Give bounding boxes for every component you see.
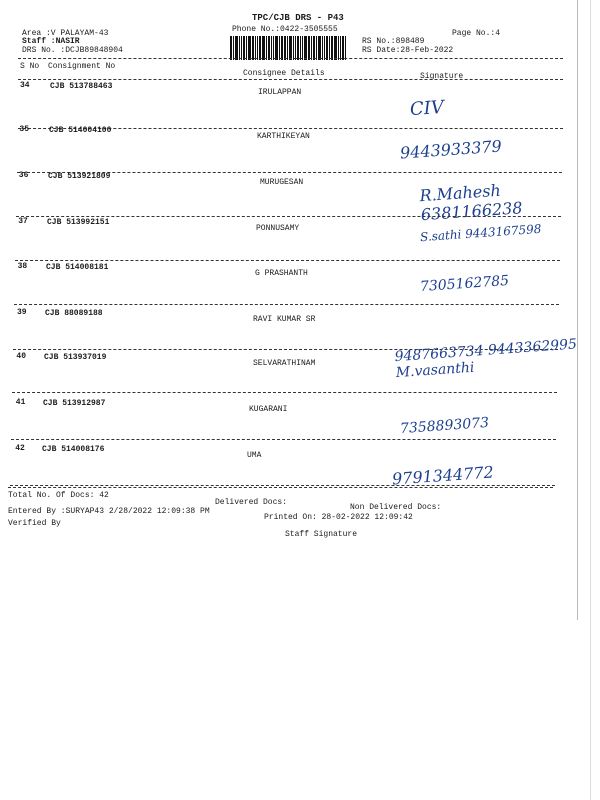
barcode-bar [241,36,242,60]
barcode-bar [279,36,280,60]
barcode-bar [300,36,301,60]
row-consignment-no: CJB 513937019 [44,353,107,362]
barcode-bar [271,36,272,60]
row-handwritten-signature: S.sathi 9443167598 [419,221,542,245]
barcode-bar [259,36,261,60]
row-handwritten-signature: CIV [409,96,445,121]
col-consignee: Consignee Details [243,69,325,78]
scan-edge [590,0,591,800]
row-divider [15,260,560,261]
barcode-bar [342,36,344,60]
barcode-bar [233,36,234,60]
barcode-bar [304,36,307,60]
row-handwritten-signature: 9487663734 9443362995 M.vasanthi [394,336,578,382]
drs-title: TPC/CJB DRS - P43 [252,13,344,23]
barcode-bar [313,36,315,60]
row-consignment-no: CJB 88089188 [45,309,103,318]
total-docs: Total No. Of Docs: 42 [8,491,109,500]
barcode-bar [281,36,283,60]
entered-by: Entered By :SURYAP43 2/28/2022 12:09:38 PM [8,507,210,516]
barcode-bar [289,36,292,60]
barcode-bar [308,36,310,60]
row-sno: 39 [17,308,27,317]
col-sno: S No [20,62,40,71]
barcode-bar [230,36,232,60]
row-handwritten-signature: 7358893073 [399,414,490,438]
barcode-bar [302,36,303,60]
barcode-bar [252,36,254,60]
row-consignee-name: IRULAPPAN [258,88,302,97]
row-sno: 34 [20,81,30,90]
row-sno: 36 [18,171,29,180]
barcode-bar [316,36,317,60]
barcode-bar [338,36,339,60]
barcode-bar [340,36,341,60]
staff-label: Staff :NASIR [22,37,80,46]
staff-signature-label: Staff Signature [285,530,358,539]
barcode-bar [345,36,346,60]
row-consignment-no: CJB 513992151 [47,218,110,227]
barcode-bar [331,36,333,60]
barcode-bar [262,36,265,60]
barcode-bar [334,36,337,60]
row-consignment-no: CJB 513788463 [50,82,113,91]
barcode-bar [243,36,245,60]
scan-edge [577,0,578,620]
barcode-bar [239,36,240,60]
rs-number: RS No.:898489 [362,37,425,46]
barcode-bar [246,36,247,60]
row-consignee-name: UMA [247,451,262,460]
row-handwritten-signature: R.Mahesh 6381166238 [418,180,524,225]
barcode-bar [326,36,328,60]
row-consignee-name: G PRASHANTH [255,269,308,278]
barcode-bar [322,36,323,60]
col-signature: Signature [420,72,464,81]
barcode-bar [295,36,296,60]
row-divider [16,216,561,217]
barcode-bar [293,36,294,60]
barcode-bar [248,36,251,60]
rs-date: RS Date:28-Feb-2022 [362,46,454,55]
row-sno: 37 [18,217,28,226]
barcode-bar [287,36,288,60]
barcode-bar [273,36,274,60]
row-handwritten-signature: 9443933379 [399,136,503,163]
verified-by: Verified By [8,519,61,528]
row-divider [14,304,559,305]
row-divider [11,439,556,440]
barcode-bar [318,36,321,60]
footer-divider [8,487,553,488]
row-consignee-name: SELVARATHINAM [253,359,316,368]
page-number: Page No.:4 [452,29,501,38]
row-sno: 35 [19,125,29,134]
barcode-bar [257,36,258,60]
columns-divider [18,79,563,80]
barcode-bar [284,36,286,60]
row-sno: 38 [17,262,28,271]
row-consignee-name: KARTHIKEYAN [257,132,310,141]
row-consignee-name: MURUGESAN [260,178,304,187]
row-sno: 42 [15,444,25,453]
barcode-bar [329,36,330,60]
row-consignee-name: KUGARANI [249,405,288,414]
row-consignment-no: CJB 513921809 [48,172,111,181]
header-divider [18,58,563,59]
delivered-docs: Delivered Docs: [215,498,288,507]
col-consignment: Consignment No [48,62,116,71]
row-handwritten-signature: 7305162785 [419,272,510,296]
non-delivered-docs: Non Delivered Docs: [350,503,442,512]
row-consignment-no: CJB 514004100 [49,126,112,135]
row-consignment-no: CJB 514008181 [46,263,109,272]
row-sno: 41 [15,398,26,407]
row-consignment-no: CJB 513912987 [43,399,106,408]
area-label: Area :V PALAYAM-43 [22,29,109,38]
barcode-bar [255,36,256,60]
barcode-bar [275,36,278,60]
barcode-bar [266,36,267,60]
printed-on: Printed On: 28-02-2022 12:09:42 [264,513,413,522]
barcode-bar [324,36,325,60]
row-sno: 40 [16,352,26,361]
row-consignee-name: PONNUSAMY [256,224,300,233]
barcode-bar [297,36,299,60]
row-divider [10,485,555,486]
row-consignee-name: RAVI KUMAR SR [253,315,316,324]
barcode [230,36,358,60]
barcode-bar [311,36,312,60]
row-divider [12,392,557,393]
barcode-bar [235,36,238,60]
row-handwritten-signature: 9791344772 [391,462,495,489]
barcode-bar [268,36,270,60]
row-consignment-no: CJB 514008176 [42,445,105,454]
phone-number: Phone No.:0422-3505555 [232,25,338,34]
drs-number: DRS No. :DCJB89848904 [22,46,123,55]
